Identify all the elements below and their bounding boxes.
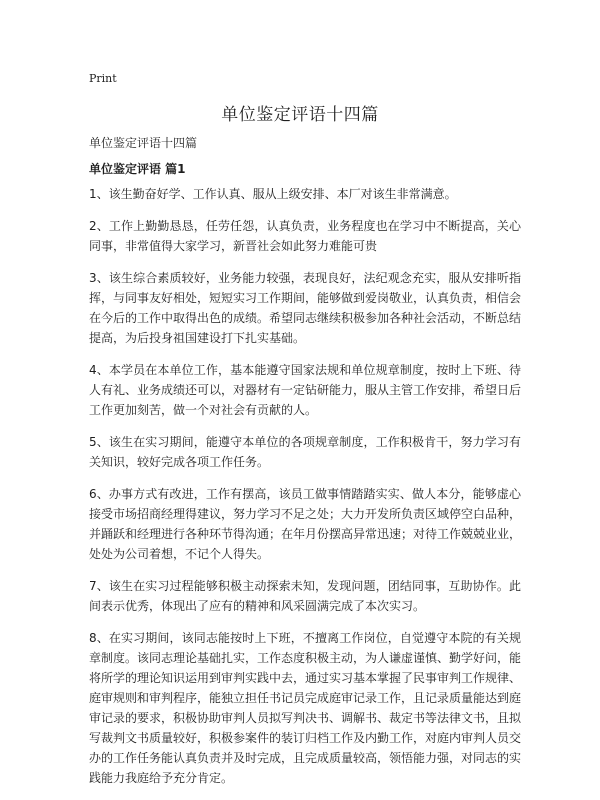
print-link[interactable]: Print bbox=[89, 72, 117, 85]
paragraph: 4、本学员在本单位工作，基本能遵守国家法规和单位规章制度，按时上下班、待人有礼、业务成绩还可以，对器材有一定钻研能力，服从主管工作安排，希望日后工作更加刻苦，做一个对社会有贡献的人。 bbox=[89, 363, 522, 417]
document-body bbox=[89, 184, 521, 800]
paragraph: 8、在实习期间，该同志能按时上下班，不擅离工作岗位，自觉遵守本院的有关规章制度。该同志理论基础扎实，工作态度积极主动，为人谦虚谨慎、勤学好问，能将所学的理论知识运用到审判实践中去，通过实习基本掌握了民事审判工作规律、庭审规则和审判程序，能独立担任书记员完成庭审记录工作，且记录质量能达到庭审记录的要求，积极协助审判人员拟写判决书、调解书、裁定书等法律文书，且拟写裁判文书质量较好，积极参案件的装订归档工作及内勤工作，对庭内审判人员交办的工作任务能认真负责并及时完成，且完成质量较高，领悟能力强，对同志的实践能力我庭给予充分肯定。 bbox=[89, 631, 522, 785]
paragraph: 5、该生在实习期间，能遵守本单位的各项规章制度，工作积极肯干，努力学习有关知识，较好完成各项工作任务。 bbox=[89, 435, 521, 469]
document-subtitle: 单位鉴定评语十四篇 bbox=[89, 136, 198, 150]
paragraph: 7、该生在实习过程能够积极主动探索未知，发现问题，团结同事，互助协作。此间表示优秀，体现出了应有的精神和风采圆满完成了本次实习。 bbox=[89, 579, 521, 613]
paragraph: 3、该生综合素质较好，业务能力较强，表现良好，法纪观念充实，服从安排听指挥，与同事友好相处，短短实习工作期间，能够做到爱岗敬业，认真负责，相信会在今后的工作中取得出色的成绩。希望同志继续积极参加各种社会活动，不断总结提高，为后投身祖国建设打下扎实基础。 bbox=[89, 271, 522, 345]
paragraph: 1、该生勤奋好学、工作认真、服从上级安排、本厂对该生非常满意。 bbox=[89, 187, 457, 201]
section-heading: 单位鉴定评语 篇1 bbox=[89, 162, 186, 176]
document-title: 单位鉴定评语十四篇 bbox=[221, 105, 379, 125]
paragraph: 2、工作上勤勤恳恳，任劳任怨，认真负责，业务程度也在学习中不断提高，关心同事，非常值得大家学习，新晋社会如此努力难能可贵 bbox=[89, 219, 521, 253]
paragraph: 6、办事方式有改进，工作有摆高，该员工做事情踏踏实实、做人本分，能够虚心接受市场招商经理得建议，努力学习不足之处；大力开发所负责区域停空白品种，并踊跃和经理进行各种环节得沟通；在年月份摆高异常迅速；对待工作兢兢业业，处处为公司着想，不记个人得失。 bbox=[89, 487, 522, 561]
